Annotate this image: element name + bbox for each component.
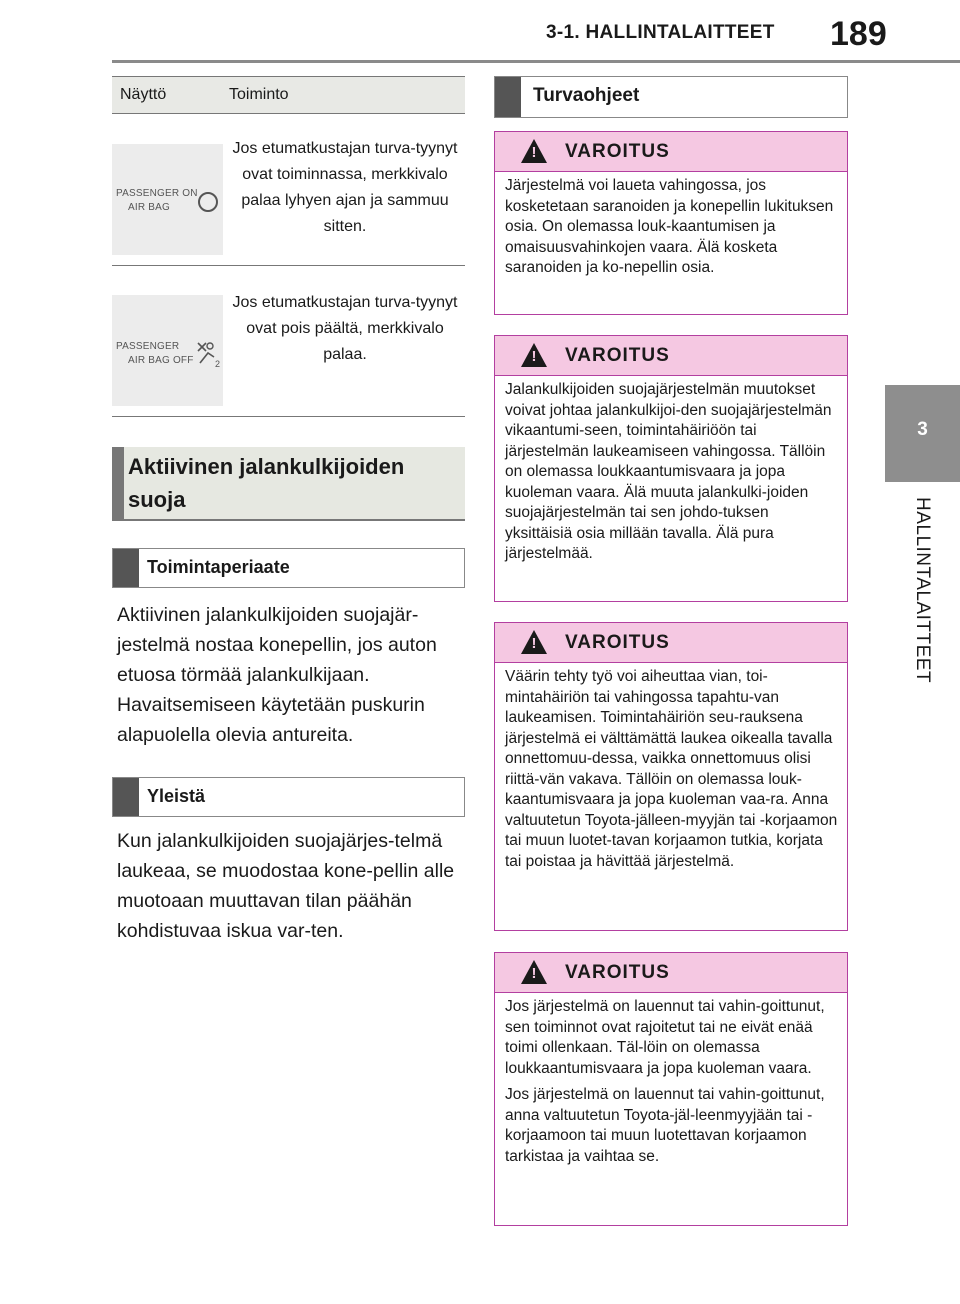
warning-title: VAROITUS xyxy=(565,632,670,653)
chapter-tab[interactable] xyxy=(885,385,960,482)
indicator-label: PASSENGER xyxy=(116,341,180,352)
subheading-principle xyxy=(112,548,465,588)
airbag-seat-icon xyxy=(198,192,218,212)
table-row xyxy=(112,266,465,417)
subheading-text: Yleistä xyxy=(147,786,206,806)
subheading-general xyxy=(112,777,465,817)
safety-heading-text: Turvaohjeet xyxy=(533,85,640,106)
warning-box xyxy=(494,622,848,931)
warning-header: ! VAROITUS xyxy=(495,623,847,663)
subheading-bar xyxy=(113,778,139,816)
svg-text:2: 2 xyxy=(215,359,220,369)
heading-bar xyxy=(112,447,124,521)
chapter-number: 3 xyxy=(917,419,928,440)
chapter-side-title xyxy=(902,497,942,707)
chapter-side-title-text: HALLINTALAITTEET xyxy=(912,497,933,684)
row-description: Jos etumatkustajan turva-tyynyt ovat toiminnassa, merkkivalo palaa lyhyen ajan ja sammuu sitten. xyxy=(232,140,458,235)
warning-header: ! VAROITUS xyxy=(495,336,847,376)
principle-paragraph: Aktiivinen jalankulkijoiden suojajär-jestelmä nostaa konepellin, jos auton etuosa törmää jalankulkijaan. Havaitsemiseen käytetään puskurin alapuolella olevia antureita. xyxy=(117,604,437,746)
warning-box xyxy=(494,335,848,602)
table-header xyxy=(112,76,465,114)
indicator-table xyxy=(112,76,465,417)
indicator-label: AIR BAG OFF xyxy=(128,355,194,366)
page-number: 189 xyxy=(830,15,887,53)
general-paragraph: Kun jalankulkijoiden suojajärjes-telmä laukeaa, se muodostaa kone-pellin alle muotoaan muuttavan tilan päähän kohdistuvaa iskua var-ten. xyxy=(117,830,455,942)
warning-title: VAROITUS xyxy=(565,345,670,366)
warning-paragraph: Järjestelmä voi laueta vahingossa, jos kosketetaan saranoiden ja konepellin lukituksen osia. On olemassa louk-kaantumisen ja omaisuusvahinkojen vaara. Älä kosketa saranoiden ja ko-nepellin osia. xyxy=(505,177,834,276)
table-row xyxy=(112,114,465,266)
warning-box xyxy=(494,131,848,315)
warning-title: VAROITUS xyxy=(565,141,670,162)
subheading-bar xyxy=(495,77,521,117)
warning-box xyxy=(494,952,848,1226)
passenger-airbag-on-indicator xyxy=(112,144,223,255)
page-header xyxy=(0,0,960,62)
warning-title: VAROITUS xyxy=(565,962,670,983)
warning-paragraph: Jos järjestelmä on lauennut tai vahin-goittunut, sen toiminnot ovat rajoitetut tai ne eivät enää toimi ollenkaan. Täl-löin on olemassa loukkaantumisvaara ja jopa kuoleman vaara. xyxy=(505,998,825,1077)
section-title: 3-1. HALLINTALAITTEET xyxy=(546,22,775,43)
warning-header: ! VAROITUS xyxy=(495,953,847,993)
section-heading xyxy=(112,447,465,521)
warning-text xyxy=(495,376,847,573)
warning-paragraph: Väärin tehty työ voi aiheuttaa vian, toi-mintahäiriön tai vahingossa tapahtu-van laukeamisen. Toimintahäiriön seu-rauksena järjestelmä ei välttämättä laukea oikealla tavalla onnettomuu-dessa, vaikka onnettomuus olisi riittä-vän vakava. Tällöin on olemassa louk-kaantumisvaara ja jopa kuoleman vaa-ra. Anna valtuutetun Toyota-jälleen-myyjän tai -korjaamon tai muun luotet-tavan korjaamon tutkia, korjata tai poistaa ja hävittää järjestelmä. xyxy=(505,668,838,870)
warning-text xyxy=(495,993,847,1175)
subheading-text: Toimintaperiaate xyxy=(147,557,290,577)
warning-text xyxy=(495,172,847,287)
header-divider xyxy=(112,60,960,63)
section-heading-text: Aktiivinen jalankulkijoiden suoja xyxy=(128,454,405,512)
indicator-label: AIR BAG xyxy=(128,202,170,213)
safety-heading xyxy=(494,76,848,118)
row-description: Jos etumatkustajan turva-tyynyt ovat pois päältä, merkkivalo palaa. xyxy=(232,294,458,363)
warning-header: ! VAROITUS xyxy=(495,132,847,172)
col-function-header: Toiminto xyxy=(229,86,289,103)
warning-paragraph: Jos järjestelmä on lauennut tai vahin-goittunut, anna valtuutetun Toyota-jäl-leenmyyjään tai -korjaamoon tai muun luotettavan korjaamon tarkistaa ja vaihtaa se. xyxy=(505,1086,825,1165)
passenger-airbag-off-indicator xyxy=(112,295,223,406)
airbag-off-icon xyxy=(196,339,220,369)
indicator-label: PASSENGER ON xyxy=(116,188,198,199)
warning-text xyxy=(495,663,847,880)
subheading-bar xyxy=(113,549,139,587)
warning-paragraph: Jalankulkijoiden suojajärjestelmän muutokset voivat johtaa jalankulkijoi-den suojajärjestelmän vikaantumi-seen, toimintahäiriöön tai järjestelmän laukeamiseen vahingossa. Tällöin on olemassa loukkaantumisvaara ja jopa kuoleman vaara. Älä muuta jalankulki-joiden suojajärjestelmän tai sen johdo-tuksen yksittäisiä osia millään tavalla. Älä pura järjestelmää. xyxy=(505,381,832,562)
col-display-header: Näyttö xyxy=(120,86,167,103)
